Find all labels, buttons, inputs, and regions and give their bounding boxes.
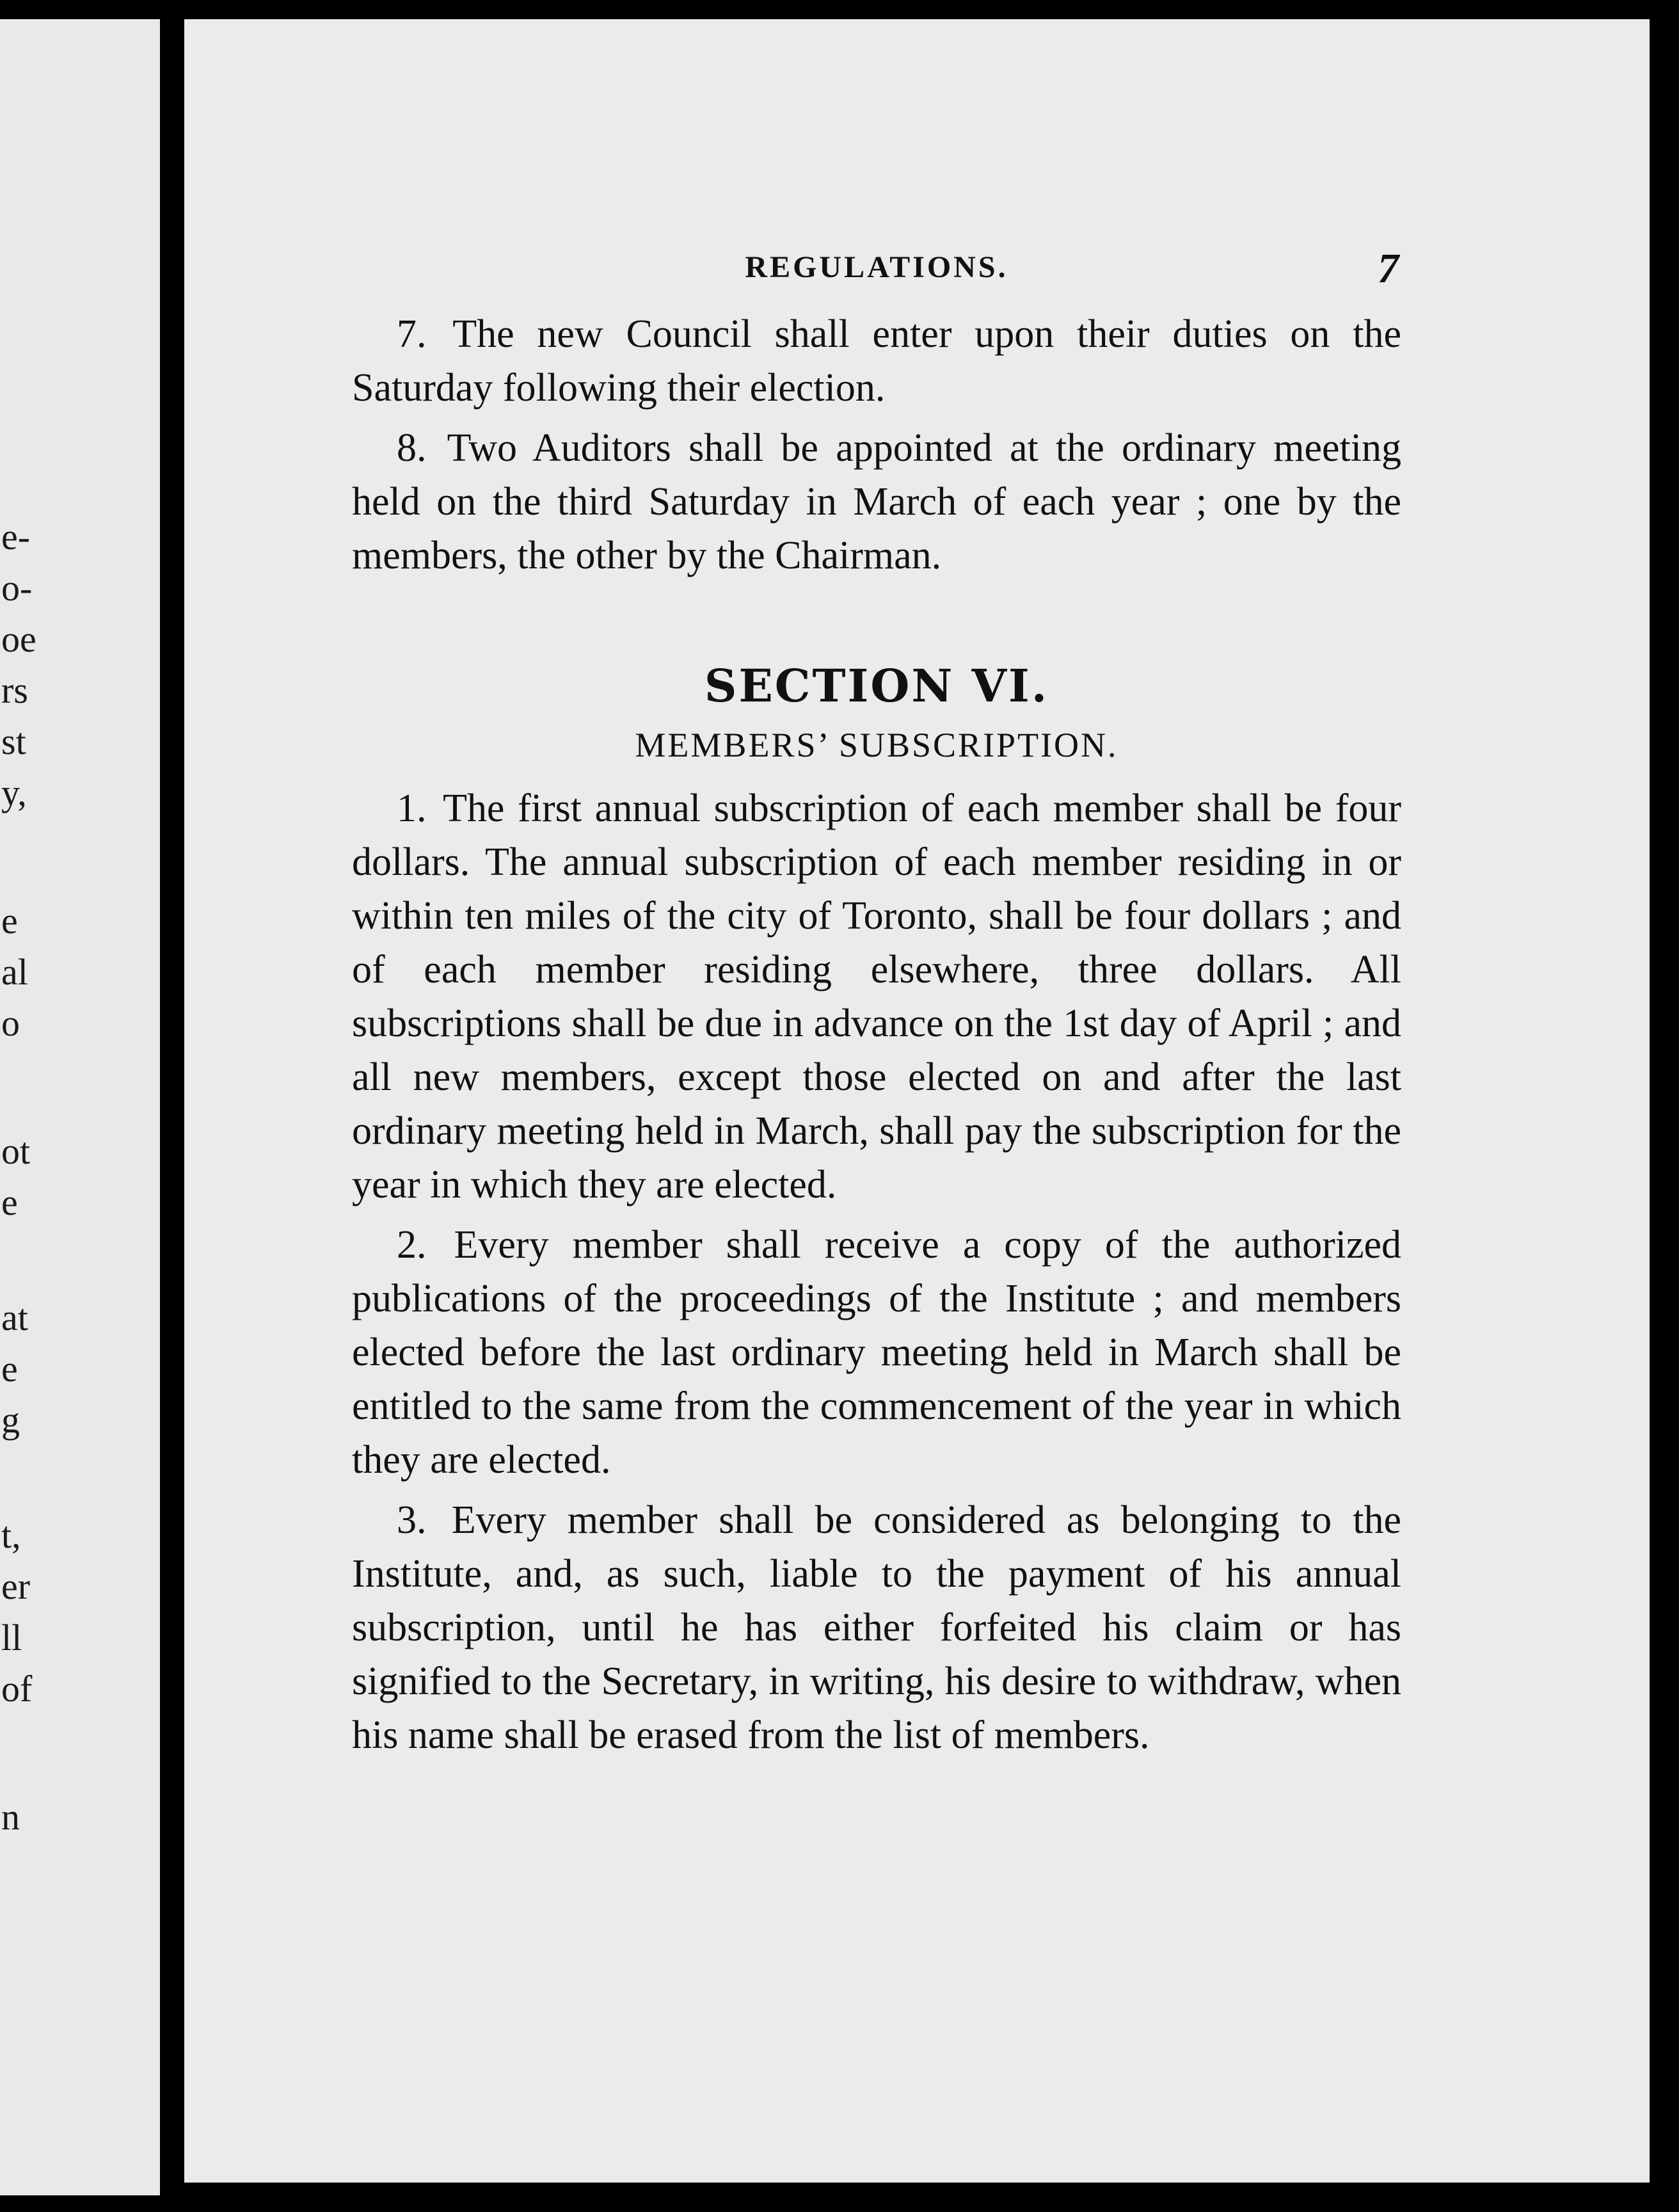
section-subheading: MEMBERS’ SUBSCRIPTION.	[635, 726, 1118, 764]
left-fragment: g	[1, 1399, 20, 1441]
paragraph-text: The new Council shall enter upon their duties on the Saturday following their election.	[352, 312, 1401, 410]
section-heading: SECTION VI.	[704, 659, 1049, 712]
running-head	[352, 245, 1401, 307]
left-fragment: st	[1, 721, 26, 762]
left-page-text-fragments	[0, 19, 160, 2195]
paragraph-number: 3.	[397, 1498, 427, 1542]
paragraph-number: 1.	[397, 787, 427, 830]
left-fragment: of	[1, 1668, 33, 1710]
paragraph-text: Every member shall receive a copy of the authorized publications of the proceedings of the Institute ; and members elected before the last ordinary meeting held in March shall be entitled to the same from the commencement of the year in which they are elected.	[352, 1223, 1402, 1482]
regulation-paragraph	[352, 781, 1401, 1212]
regulation-paragraph	[352, 1493, 1401, 1762]
paragraph-text: The first annual subscription of each member shall be four dollars. The annual subscription of each member residing in or within ten miles of the city of Toronto, shall be four dollars ; and of each member residing elsewhere, three dollars. All subscriptions shall be due in advance on the 1st day of April ; and all new members, except those elected on and after the last ordinary meeting held in March, shall pay the subscription for the year in which they are elected.	[352, 787, 1401, 1206]
left-fragment: ll	[1, 1617, 22, 1658]
regulation-paragraph	[352, 421, 1401, 582]
left-fragment: rs	[1, 669, 28, 711]
left-fragment: at	[1, 1297, 28, 1338]
page-gutter	[165, 19, 174, 2195]
left-fragment: n	[1, 1796, 20, 1838]
paragraph-number: 7.	[397, 312, 427, 356]
left-fragment: o-	[1, 567, 33, 609]
left-fragment: oe	[1, 618, 36, 660]
left-fragment: t,	[1, 1514, 21, 1556]
paragraph-number: 2.	[397, 1223, 427, 1267]
left-fragment: e	[1, 1182, 18, 1223]
paragraph-number: 8.	[397, 426, 427, 470]
paragraph-text: Two Auditors shall be appointed at the ordinary meeting held on the third Saturday in March of each year ; one by the members, the other by the Chairman.	[352, 426, 1401, 577]
left-fragment: o	[1, 1002, 20, 1044]
page-number: 7	[1378, 245, 1399, 292]
left-fragment: e	[1, 900, 18, 942]
regulation-paragraph	[352, 307, 1401, 415]
regulation-paragraph	[352, 1218, 1401, 1487]
left-fragment: e-	[1, 516, 31, 557]
page-content	[352, 245, 1402, 1768]
left-fragment: er	[1, 1566, 31, 1607]
left-fragment: al	[1, 951, 28, 993]
left-fragment: e	[1, 1348, 18, 1390]
running-title: REGULATIONS.	[745, 250, 1008, 284]
left-fragment: y,	[1, 772, 27, 813]
paragraph-text: Every member shall be considered as belonging to the Institute, and, as such, liable to the payment of his annual subscription, until he has either forfeited his claim or has signified to the Secretary, in writing, his desire to withdraw, when his name shall be erased from the list of members.	[352, 1498, 1402, 1757]
main-page	[184, 19, 1650, 2183]
left-facing-page	[0, 19, 160, 2195]
left-fragment: ot	[1, 1130, 31, 1172]
